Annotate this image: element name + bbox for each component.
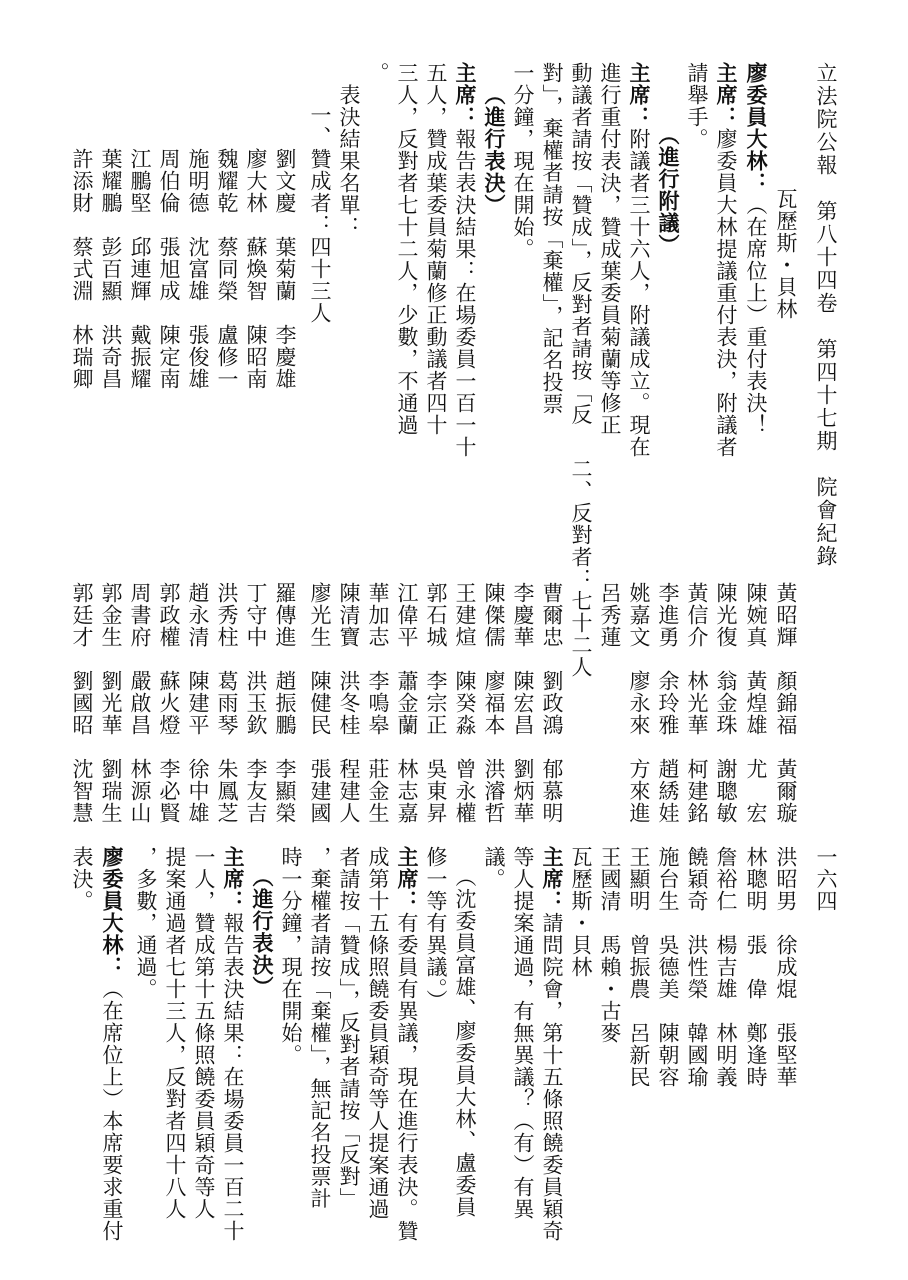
speech-line: 提案通過者七十三人，反對者四十八人	[163, 846, 187, 1220]
name-row: 魏耀乾 蔡同榮 盧修一	[215, 148, 239, 390]
speech-line	[625, 62, 653, 458]
speech-line	[538, 846, 566, 1242]
name-row: 丁守中 洪玉欽 李友吉	[244, 582, 268, 824]
name-row: 周伯倫 張旭成 陳定南	[157, 148, 181, 390]
name-row: 王顯明 曾振農 呂新民	[627, 846, 651, 1088]
speech-line: 請舉手。	[685, 62, 709, 150]
speaker-label: 主席：	[395, 846, 420, 912]
speech-text: （在席位上）本席要求重付	[100, 978, 124, 1242]
name-row: 陳婉真 黃煌雄 尤 宏	[744, 582, 768, 824]
speech-line	[219, 846, 247, 1242]
name-row: 施明德 沈富雄 張俊雄	[186, 148, 210, 390]
speech-line: 五人，贊成葉委員菊蘭修正動議者四十	[424, 62, 448, 436]
speaker-label: 廖委員大林：	[744, 62, 769, 194]
name-row: 饒穎奇 洪性榮 韓國瑜	[685, 846, 709, 1088]
speech-line: 進行重付表決，贊成葉委員菊蘭等修正	[598, 62, 622, 436]
name-row: 洪秀柱 葛雨琴 朱鳳芝	[215, 582, 239, 824]
name-row: 廖光生 陳健民 張建國	[308, 582, 332, 824]
name-row: 江鵬堅 邱連輝 戴振耀	[128, 148, 152, 390]
name-row: 詹裕仁 楊吉雄 林明義	[714, 846, 738, 1088]
speech-line: 一分鐘，現在開始。	[511, 62, 535, 260]
name-row: 陳光復 翁金珠 謝聰敏	[714, 582, 738, 824]
speech-text: 報告表決結果：在場委員一百一十	[453, 128, 477, 458]
speech-line: 時一分鐘，現在開始。	[279, 846, 303, 1066]
name-row: 王建煊 陳癸淼 曾永權	[453, 582, 477, 824]
speech-line: 動議者請按「贊成」，反對者請按「反	[569, 62, 593, 426]
speech-line	[451, 62, 479, 458]
name-row: 郭金生 劉光華 劉瑞生	[99, 582, 123, 824]
name-row: 葉耀鵬 彭百顯 洪奇昌	[99, 148, 123, 390]
name-row: 瓦歷斯・貝林	[774, 188, 798, 320]
name-row: 江偉平 蕭金蘭 林志嘉	[395, 582, 419, 824]
speech-line: ，多數，通過。	[134, 846, 158, 1000]
name-row: 陳清寶 洪冬桂 程建人	[337, 582, 361, 824]
name-row: 呂秀蓮	[598, 582, 622, 648]
speaker-label: 主席：	[221, 846, 246, 912]
speech-text: （在席位上）重付表決！	[744, 194, 768, 436]
speech-line: ，棄權者請按「棄權」，無記名投票計	[308, 846, 332, 1210]
name-row: 施台生 吳德美 陳朝容	[656, 846, 680, 1088]
name-row: 李慶華 陳宏昌 劉炳華	[511, 582, 535, 824]
speech-line: 一人，贊成第十五條照饒委員穎奇等人	[192, 846, 216, 1220]
speech-text: 請問院會，第十五條照饒委員穎奇	[540, 912, 564, 1242]
name-row: 洪昭男 徐成焜 張堅華	[774, 846, 798, 1088]
speech-line: 對」，棄權者請按「棄權」，記名投票	[540, 62, 564, 415]
name-row: 郭石城 李宗正 吳東昇	[424, 582, 448, 824]
speech-line: 表決。	[70, 846, 94, 912]
speech-line	[98, 846, 126, 1242]
name-row: 王國清 馬賴・古麥	[598, 846, 622, 1044]
speaker-label: 主席：	[453, 62, 478, 128]
name-row: 趙永清 陳建平 徐中雄	[186, 582, 210, 824]
no-list-title: 二、反對者：七十二人	[569, 458, 593, 678]
page-number: 一六四	[814, 846, 838, 912]
name-row: 郭政權 蘇火燈 李必賢	[157, 582, 181, 824]
name-row: 許添財 蔡式淵 林瑞卿	[70, 148, 94, 390]
speaker-label: 主席：	[540, 846, 565, 912]
name-row: 羅傳進 趙振鵬 李顯榮	[273, 582, 297, 824]
speaker-label: 廖委員大林：	[100, 846, 125, 978]
name-row: 廖大林 蘇煥智 陳昭南	[244, 148, 268, 390]
speech-line: 三人，反對者七十二人，少數，不通過	[395, 62, 419, 436]
speech-text: 有委員有異議，現在進行表決。贊	[395, 912, 419, 1242]
speech-line: 議。	[482, 846, 506, 890]
procedure-note: （沈委員富雄、廖委員大林、盧委員	[453, 866, 477, 1218]
procedure-tag: （進行附議）	[656, 124, 681, 256]
speech-line: 成第十五條照饒委員穎奇等人提案通過	[366, 846, 390, 1220]
procedure-note: 修一等有異議。）	[424, 846, 448, 1012]
page-header-title: 立法院公報 第八十四卷 第四十七期 院會紀錄	[814, 62, 838, 568]
name-row: 曹爾忠 劉政鴻 郁慕明	[540, 582, 564, 824]
speech-line	[393, 846, 421, 1242]
name-row: 黃昭輝 顏錦福 黃爾璇	[774, 582, 798, 824]
name-row: 李進勇 余玲雅 趙綉娃	[656, 582, 680, 824]
list-title: 表決結果名單：	[337, 84, 361, 238]
name-row: 黃信介 林光華 柯建銘	[685, 582, 709, 824]
speech-line	[712, 62, 740, 458]
speech-line: 等人提案通過，有無異議？（有）有異	[511, 846, 535, 1220]
speech-text: 廖委員大林提議重付表決，附議者	[714, 128, 738, 458]
speech-text: 報告表決結果：在場委員一百二十	[221, 912, 245, 1242]
name-row: 周書府 嚴啟昌 林源山	[128, 582, 152, 824]
name-row: 林聰明 張 偉 鄭逢時	[744, 846, 768, 1088]
name-row: 郭廷才 劉國昭 沈智慧	[70, 582, 94, 824]
yes-list-title: 一、贊成者：四十三人	[308, 104, 332, 324]
speech-line: 者請按「贊成」，反對者請按「反對」	[337, 846, 361, 1210]
speech-line	[742, 62, 770, 436]
name-row: 陳傑儒 廖福本 洪濬哲	[482, 582, 506, 824]
procedure-tag: （進行表決）	[250, 866, 275, 998]
name-row: 華加志 李鳴皋 莊金生	[366, 582, 390, 824]
procedure-tag: （進行表決）	[482, 84, 507, 216]
speech-line: 。	[366, 62, 390, 84]
speaker-label: 主席：	[714, 62, 739, 128]
name-row: 劉文慶 葉菊蘭 李慶雄	[273, 148, 297, 390]
name-row: 姚嘉文 廖永來 方來進	[627, 582, 651, 824]
speaker-label: 主席：	[627, 62, 652, 128]
speech-text: 附議者三十六人，附議成立。現在	[627, 128, 651, 458]
name-row: 瓦歷斯・貝林	[569, 846, 593, 978]
